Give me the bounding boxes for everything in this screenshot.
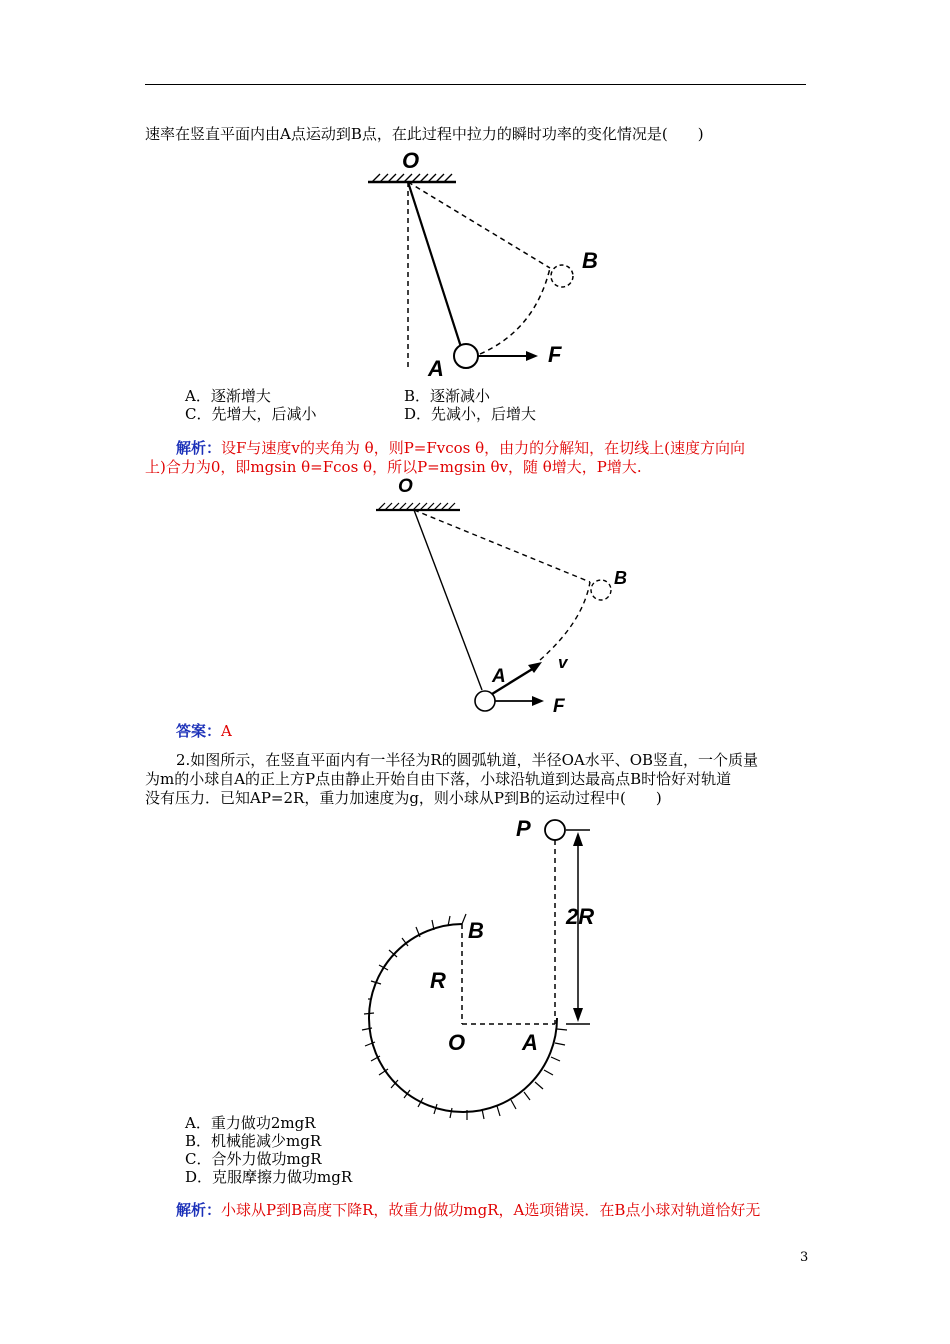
fig2-label-a: A — [492, 666, 506, 687]
q1-option-a: A．逐渐增大 — [185, 387, 271, 405]
fig3-label-2r: 2R — [566, 904, 595, 929]
fig2-label-f: F — [553, 696, 565, 717]
fig1-label-f: F — [548, 342, 562, 367]
fig3-label-r: R — [430, 968, 446, 993]
page-number: 3 — [800, 1250, 809, 1265]
fig3-label-o: O — [448, 1030, 466, 1055]
q1-option-c: C．先增大，后减小 — [185, 405, 317, 423]
fig2-label-b: B — [614, 568, 627, 588]
q1-analysis-label: 解析： — [176, 439, 222, 457]
q2-option-d: D．克服摩擦力做功mgR — [185, 1168, 353, 1186]
q1-option-b: B．逐渐减小 — [404, 387, 491, 405]
fig2-label-v: v — [558, 653, 568, 672]
q1-figure-pendulum — [360, 140, 598, 381]
q2-figure-track — [370, 812, 630, 1132]
q2-stem-line2: 为m的小球自A的正上方P点由静止开始自由下落，小球沿轨道到达最高点B时恰好对轨道 — [145, 770, 732, 788]
fig1-label-b: B — [582, 248, 598, 273]
q1-option-d: D．先减小，后增大 — [404, 405, 537, 423]
fig1-label-o: O — [402, 148, 420, 173]
q1-analysis-text1: 设F与速度v的夹角为 θ，则P=Fvcos θ，由力的分解知，在切线上(速度方向向 — [221, 439, 746, 457]
header-rule — [145, 84, 806, 85]
q1-answer-value: A — [221, 722, 232, 740]
q1-stem-tail: 速率在竖直平面内由A点运动到B点，在此过程中拉力的瞬时功率的变化情况是( ) — [145, 125, 704, 143]
q2-analysis-label: 解析： — [176, 1201, 222, 1219]
q2-analysis-text1: 小球从P到B高度下降R，故重力做功mgR，A选项错误．在B点小球对轨道恰好无 — [221, 1201, 761, 1219]
fig2-label-o: O — [398, 476, 413, 497]
fig3-label-p: P — [516, 816, 531, 841]
q1-analysis-line2: 上)合力为0，即mgsin θ=Fcos θ，所以P=mgsin θv，随 θ增大，P增大. — [145, 458, 642, 476]
q1-figure-velocity — [368, 472, 638, 722]
q2-option-b: B．机械能减少mgR — [185, 1132, 322, 1150]
q2-analysis-line1 — [176, 1200, 760, 1220]
q1-answer-label: 答案： — [176, 722, 222, 740]
fig3-label-a: A — [522, 1030, 538, 1055]
q1-answer — [176, 721, 232, 741]
fig3-label-b: B — [468, 918, 484, 943]
q2-stem-line1: 2.如图所示，在竖直平面内有一半径为R的圆弧轨道，半径OA水平、OB竖直，一个质量 — [176, 751, 759, 769]
q1-analysis-line1 — [176, 438, 745, 458]
q2-option-a: A．重力做功2mgR — [185, 1114, 316, 1132]
q2-stem-line3: 没有压力．已知AP=2R，重力加速度为g，则小球从P到B的运动过程中( ) — [145, 789, 662, 807]
fig1-label-a: A — [428, 356, 444, 381]
q2-option-c: C．合外力做功mgR — [185, 1150, 322, 1168]
